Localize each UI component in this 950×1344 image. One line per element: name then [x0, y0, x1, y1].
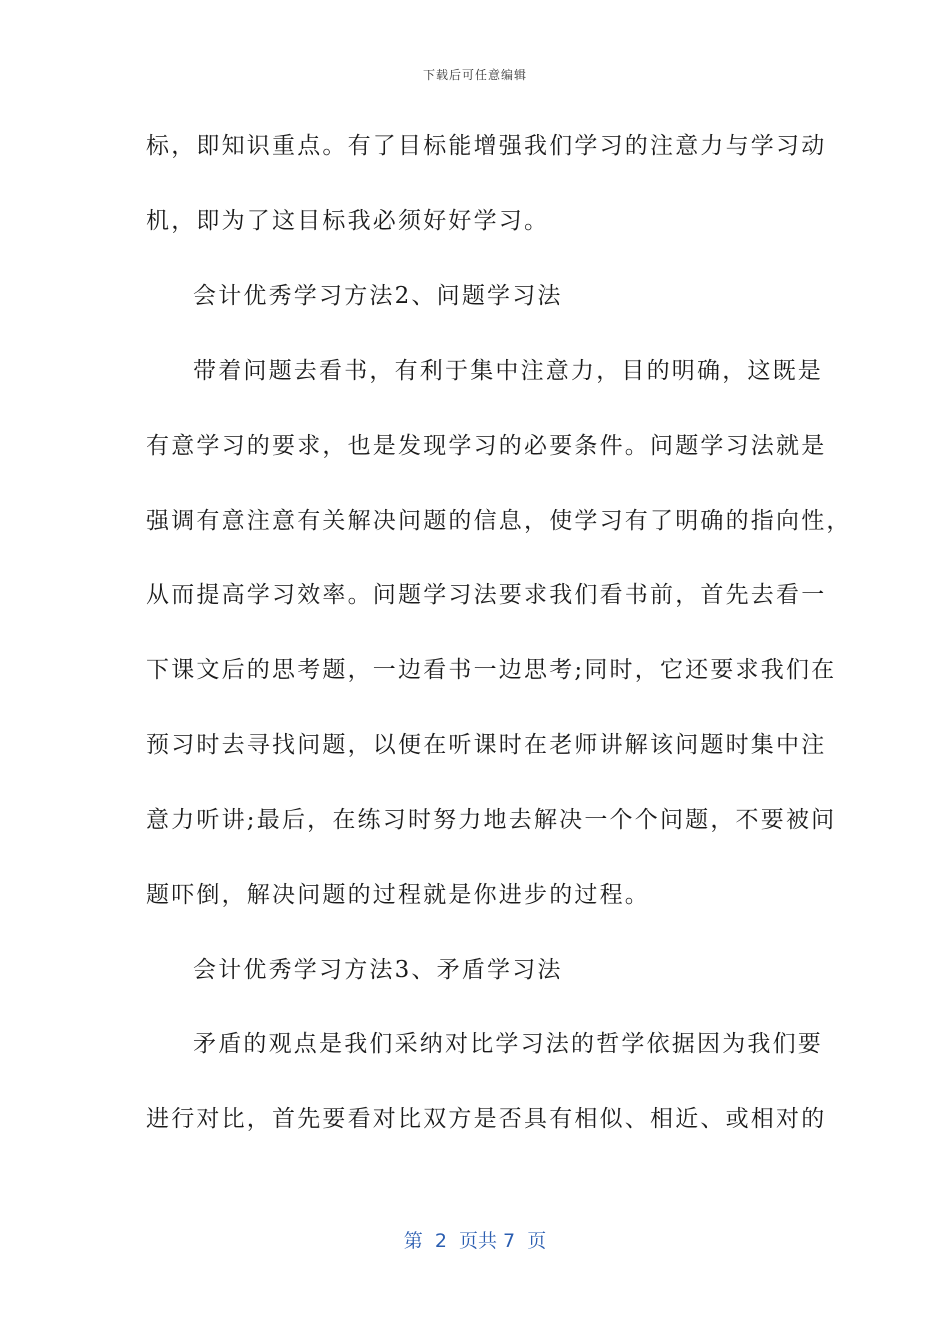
text-line: 从而提高学习效率。问题学习法要求我们看书前，首先去看一 [146, 582, 827, 608]
text-line: 下课文后的思考题，一边看书一边思考;同时，它还要求我们在 [146, 657, 837, 683]
text-line: 标，即知识重点。有了目标能增强我们学习的注意力与学习动 [146, 133, 827, 159]
page-header-note: 下载后可任意编辑 [422, 68, 527, 82]
text-line: 机，即为了这目标我必须好好学习。 [146, 208, 550, 234]
text-line: 预习时去寻找问题，以便在听课时在老师讲解该问题时集中注 [146, 732, 827, 758]
text-line: 有意学习的要求，也是发现学习的必要条件。问题学习法就是 [146, 433, 827, 459]
text-line: 意力听讲;最后，在练习时努力地去解决一个个问题，不要被问 [146, 807, 837, 833]
page-number-footer: 第 2 页共 7 页 [403, 1230, 547, 1252]
text-line: 强调有意注意有关解决问题的信息，使学习有了明确的指向性， [146, 508, 852, 534]
section-heading: 会计优秀学习方法3、矛盾学习法 [193, 957, 563, 983]
text-line: 进行对比，首先要看对比双方是否具有相似、相近、或相对的 [146, 1106, 827, 1132]
text-line: 题吓倒，解决问题的过程就是你进步的过程。 [146, 882, 650, 908]
paragraph-start-line: 矛盾的观点是我们采纳对比学习法的哲学依据因为我们要 [193, 1031, 823, 1057]
section-heading: 会计优秀学习方法2、问题学习法 [193, 283, 563, 309]
paragraph-start-line: 带着问题去看书，有利于集中注意力，目的明确，这既是 [193, 358, 823, 384]
